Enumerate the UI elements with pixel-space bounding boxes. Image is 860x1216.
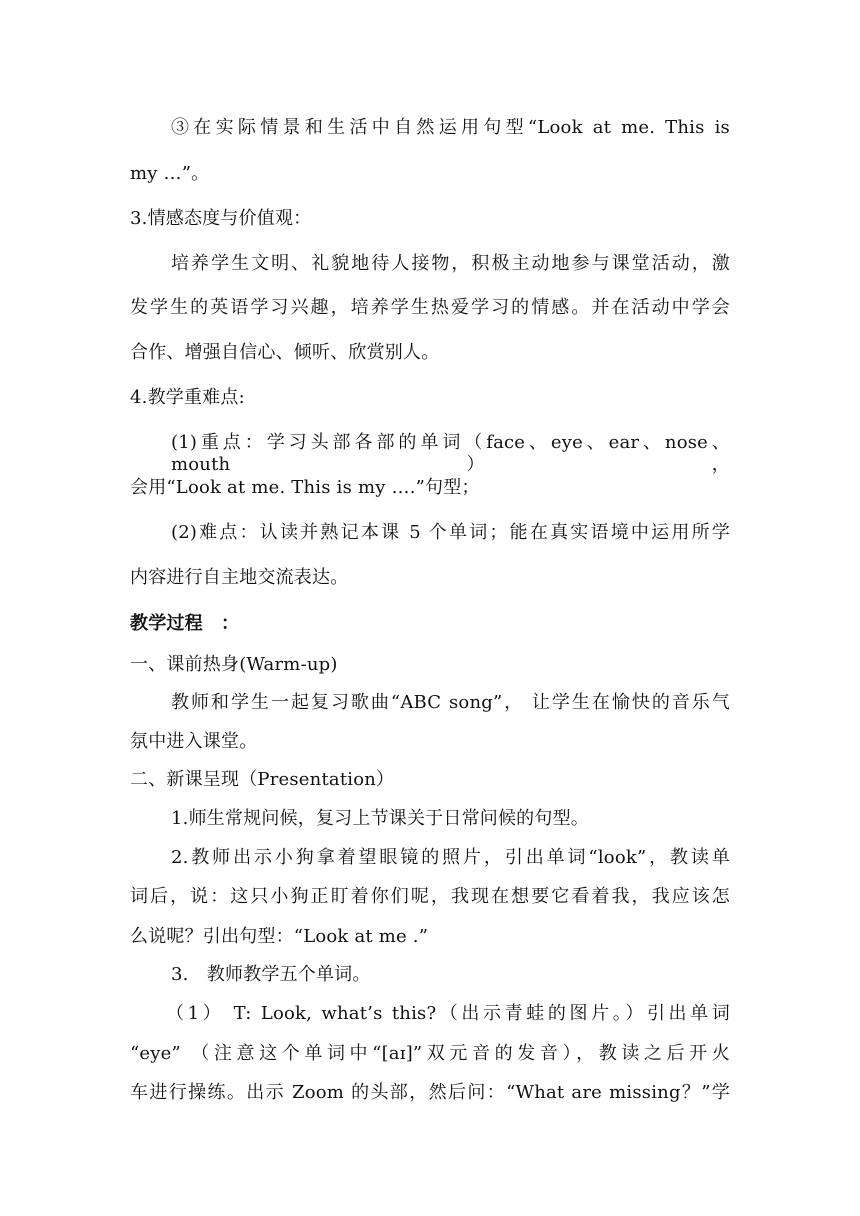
paragraph-line: 培养学生文明、礼貌地待人接物，积极主动地参与课堂活动，激 [171, 253, 730, 274]
paragraph-line: my …”。 [130, 163, 210, 184]
paragraph-line: ③在实际情景和生活中自然运用句型“Look at me. This is [171, 117, 730, 138]
section-title: 教学过程 ： [130, 613, 240, 634]
paragraph-line: 教师和学生一起复习歌曲“ABC song”， 让学生在愉快的音乐气 [171, 692, 730, 713]
paragraph-line: 内容进行自主地交流表达。 [130, 567, 349, 588]
paragraph-line: 合作、增强自信心、倾听、欣赏别人。 [130, 342, 440, 363]
section-heading: 4.教学重难点: [130, 387, 245, 408]
paragraph-line: 会用“Look at me. This is my ….”句型； [130, 477, 480, 498]
paragraph-line: 3. 教师教学五个单词。 [171, 964, 371, 985]
paragraph-line: （1） T: Look, what’s this?（出示青蛙的图片。）引出单词 [166, 1003, 730, 1024]
paragraph-line: 车进行操练。出示 Zoom 的头部，然后问：“What are missing？”学 [130, 1082, 730, 1103]
paragraph-line: 词后，说：这只小狗正盯着你们呢，我现在想要它看着我，我应该怎 [130, 886, 730, 907]
paragraph-line: 2.教师出示小狗拿着望眼镜的照片，引出单词“look”，教读单 [171, 847, 730, 868]
paragraph-line: 1.师生常规问候，复习上节课关于日常问候的句型。 [171, 808, 589, 829]
section-heading: 3.情感态度与价值观： [130, 208, 312, 229]
paragraph-line: “eye” （注意这个单词中“[aɪ]”双元音的发音），教读之后开火 [130, 1043, 730, 1064]
paragraph-line: (1)重点：学习头部各部的单词（face、eye、ear、nose、mouth）， [171, 432, 730, 475]
paragraph-line: (2)难点：认读并熟记本课 5 个单词；能在真实语境中运用所学 [171, 522, 730, 543]
paragraph-line: 发学生的英语学习兴趣，培养学生热爱学习的情感。并在活动中学会 [130, 297, 730, 318]
section-heading: 二、新课呈现（Presentation） [130, 769, 395, 790]
section-heading: 一、课前热身(Warm-up) [130, 654, 338, 675]
paragraph-line: 么说呢？引出句型：“Look at me .” [130, 926, 429, 947]
paragraph-line: 氛中进入课堂。 [130, 731, 258, 752]
